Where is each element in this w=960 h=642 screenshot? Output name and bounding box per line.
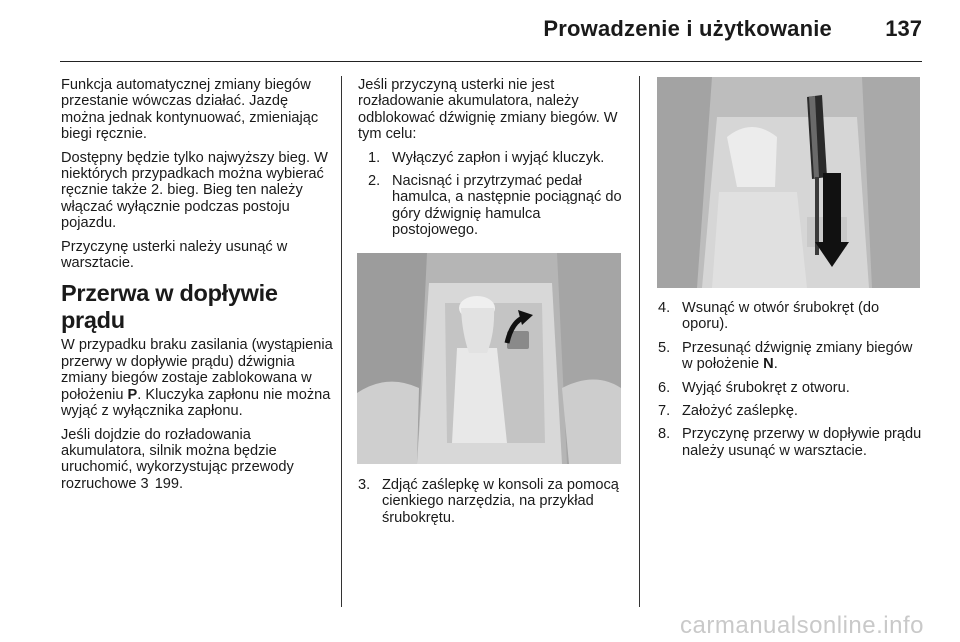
text-span: . bbox=[773, 356, 778, 373]
paragraph bbox=[61, 427, 333, 493]
steps-list bbox=[358, 477, 628, 526]
step-number: 4. bbox=[658, 300, 671, 316]
list-item bbox=[658, 340, 923, 373]
page-reference-link[interactable]: 199. bbox=[154, 475, 184, 492]
step-text: Zdjąć zaślepkę w konsoli za pomocą cienkiego narzędzia, na przykład śrubokrętu. bbox=[382, 477, 619, 526]
text-span: Przesunąć dźwignię zmiany biegów w położenie bbox=[682, 339, 913, 373]
step-text: Przyczynę przerwy w dopływie prądu należy usunąć w warsztacie. bbox=[682, 426, 922, 459]
step-number: 6. bbox=[658, 379, 671, 396]
step-number: 3. bbox=[358, 477, 371, 493]
step-number: 5. bbox=[658, 339, 671, 356]
step-text: Wsunąć w otwór śrubokręt (do oporu). bbox=[682, 300, 880, 333]
list-item bbox=[358, 150, 628, 166]
list-item bbox=[658, 403, 923, 419]
section-heading: Przerwa w dopływie prądu bbox=[61, 280, 278, 334]
paragraph: Dostępny będzie tylko najwyższy bieg. W niektórych przypadkach można wybierać ręcznie także 2. bieg. Bieg ten należy włączać wyłącznie podczas postoju pojazdu. bbox=[61, 149, 328, 232]
paragraph: Przyczynę usterki należy usunąć w warsztacie. bbox=[61, 238, 288, 272]
step-text bbox=[682, 340, 923, 373]
figure-console-cover bbox=[357, 253, 621, 464]
figure-screwdriver bbox=[657, 77, 920, 288]
step-text: Wyłączyć zapłon i wyjąć kluczyk. bbox=[392, 149, 605, 166]
column-2 bbox=[358, 77, 628, 246]
page-reference-icon: 3 bbox=[140, 475, 149, 492]
gear-position-p: P bbox=[127, 386, 138, 403]
text-span: . Kluczyka zapłonu nie można wyjąć z wyłącznika zapłonu. bbox=[61, 386, 331, 420]
steps-list bbox=[658, 300, 923, 459]
list-item bbox=[658, 300, 923, 333]
text-span: W przypadku braku zasilania (wystąpienia przerwy w dopływie prądu) dźwignia zmiany biegów zostaje zablokowana w położeniu bbox=[61, 337, 333, 403]
column-divider-1 bbox=[341, 76, 342, 607]
column-1 bbox=[61, 77, 333, 499]
column-3 bbox=[658, 300, 923, 466]
step-number: 8. bbox=[658, 426, 671, 443]
step-text: Nacisnąć i przytrzymać pedał hamulca, a następnie pociągnąć do góry dźwignię hamulca postojowego. bbox=[392, 173, 622, 239]
list-item bbox=[658, 380, 923, 396]
list-item bbox=[358, 173, 628, 239]
column-2-continued bbox=[358, 477, 628, 533]
step-number: 1. bbox=[368, 149, 381, 166]
paragraph bbox=[61, 337, 333, 419]
page-number: 137 bbox=[885, 16, 922, 41]
steps-list bbox=[358, 150, 628, 239]
paragraph: Jeśli przyczyną usterki nie jest rozładowanie akumulatora, należy odblokować dźwignię zmiany biegów. W tym celu: bbox=[358, 77, 618, 143]
list-item bbox=[358, 477, 628, 526]
step-number: 2. bbox=[368, 173, 381, 190]
list-item bbox=[658, 426, 923, 459]
step-text: Wyjąć śrubokręt z otworu. bbox=[682, 379, 850, 396]
text-span: Jeśli dojdzie do rozładowania akumulatora, silnik można będzie uruchomić, wykorzystując przewody rozruchowe bbox=[61, 426, 294, 492]
step-text: Założyć zaślepkę. bbox=[682, 403, 798, 420]
watermark: carmanualsonline.info bbox=[680, 612, 924, 639]
page-title: Prowadzenie i użytkowanie bbox=[543, 16, 832, 41]
step-number: 7. bbox=[658, 403, 671, 420]
header-divider bbox=[60, 61, 922, 62]
paragraph: Funkcja automatycznej zmiany biegów przestanie wówczas działać. Jazdę można jednak kontynuować, zmieniając biegi ręcznie. bbox=[61, 77, 319, 143]
column-divider-2 bbox=[639, 76, 640, 607]
gear-position-n: N bbox=[763, 356, 774, 373]
